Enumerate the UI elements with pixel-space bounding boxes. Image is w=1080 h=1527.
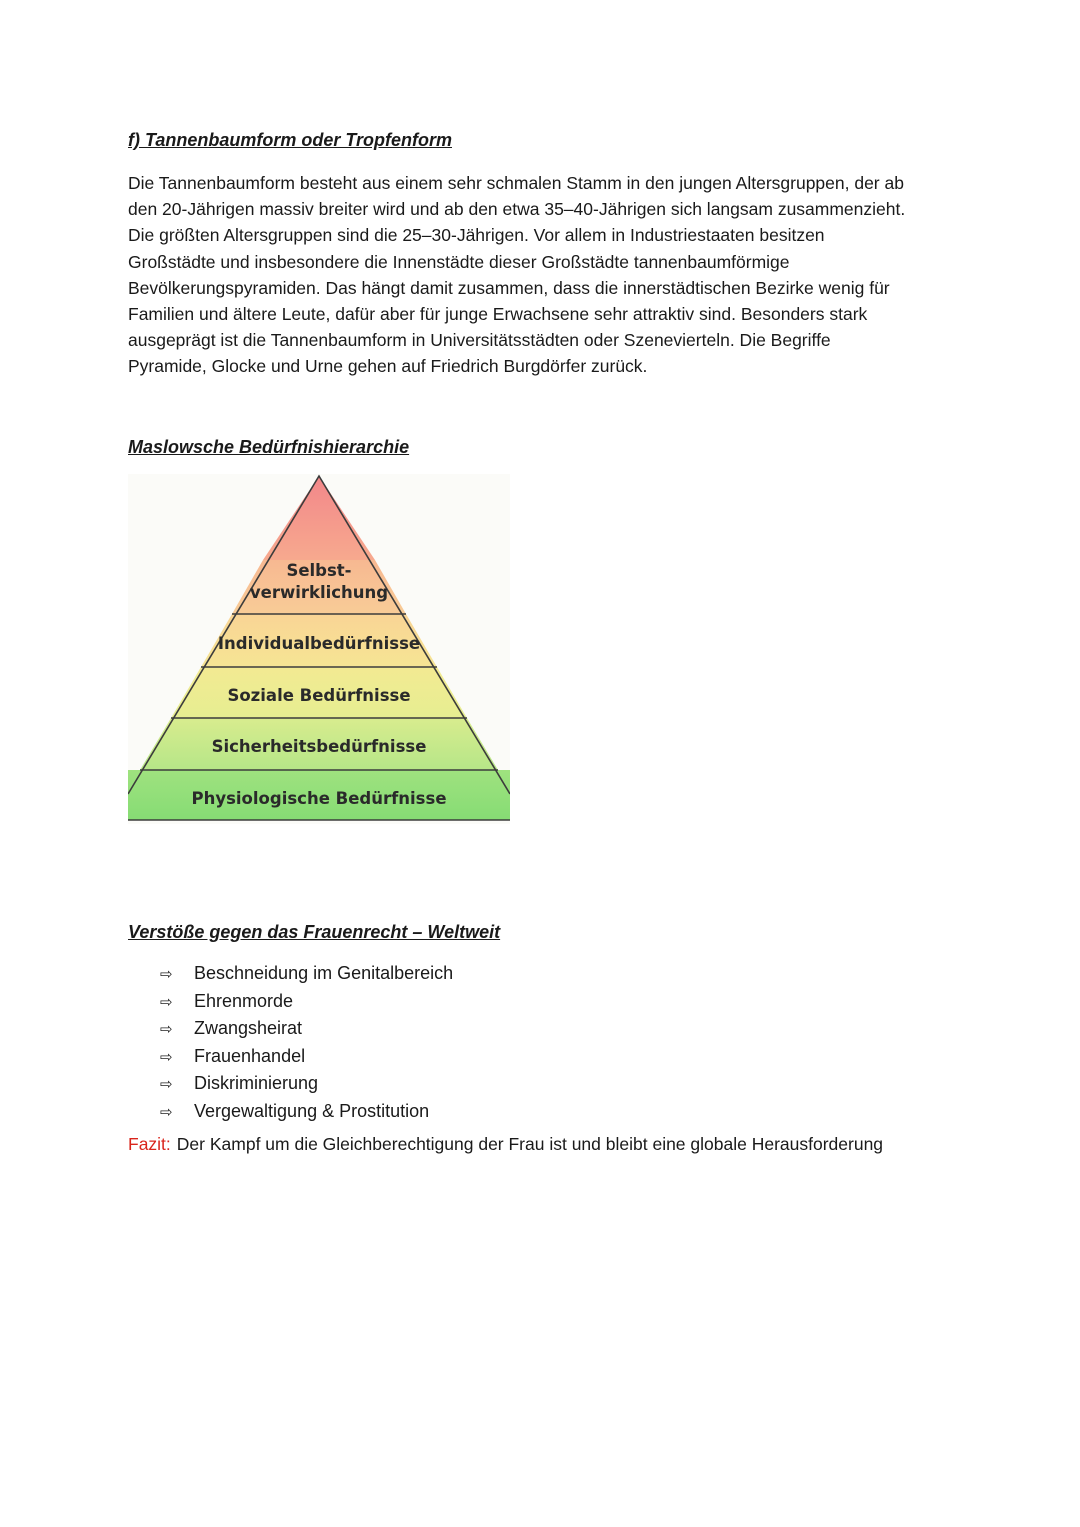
violations-list	[160, 960, 453, 1125]
paragraph-line: Familien und ältere Leute, dafür aber für junge Erwachsene sehr attraktiv sind. Besonders stark	[128, 304, 868, 325]
section-f-paragraph	[128, 170, 958, 380]
arrow-right-icon: ⇨	[160, 1020, 173, 1038]
list-item-label: Beschneidung im Genitalbereich	[194, 963, 454, 983]
list-item-label: Vergewaltigung & Prostitution	[194, 1100, 430, 1121]
paragraph-line: ausgeprägt ist die Tannenbaumform in Universitätsstädten oder Szenevierteln. Die Begriffe	[128, 330, 831, 351]
list-item	[160, 1070, 453, 1098]
conclusion	[128, 1134, 883, 1155]
list-item-label: Frauenhandel	[194, 1045, 306, 1066]
arrow-right-icon: ⇨	[160, 1047, 173, 1066]
section-f-title: f) Tannenbaumform oder Tropfenform	[128, 130, 452, 150]
list-item	[160, 988, 453, 1016]
arrow-right-icon: ⇨	[160, 992, 173, 1011]
list-item	[160, 960, 453, 988]
paragraph-line: den 20-Jährigen massiv breiter wird und ab den etwa 35–40-Jährigen sich langsam zusammenzieht.	[128, 199, 906, 220]
conclusion-text: Der Kampf um die Gleichberechtigung der Frau ist und bleibt eine globale Herausforderung	[176, 1134, 884, 1154]
pyramid-label-self-2: verwirklichung	[249, 583, 389, 602]
maslow-title: Maslowsche Bedürfnishierarchie	[128, 437, 410, 457]
arrow-right-icon: ⇨	[160, 1102, 173, 1121]
paragraph-line: Die größten Altersgruppen sind die 25–30-Jährigen. Vor allem in Industriestaaten besitzen	[128, 225, 825, 246]
list-item	[160, 1015, 453, 1043]
paragraph-line: Großstädte und insbesondere die Innenstädte dieser Großstädte tannenbaumförmige	[128, 251, 790, 272]
pyramid-label-self-1: Selbst-	[286, 561, 352, 580]
list-item	[160, 1098, 453, 1126]
maslow-pyramid	[128, 474, 510, 824]
paragraph-line: Pyramide, Glocke und Urne gehen auf Friedrich Burgdörfer zurück.	[128, 356, 648, 377]
list-item-label: Zwangsheirat	[194, 1018, 303, 1038]
list-item-label: Diskriminierung	[194, 1073, 319, 1093]
list-item	[160, 1043, 453, 1071]
arrow-right-icon: ⇨	[160, 965, 173, 983]
pyramid-label-social: Soziale Bedürfnisse	[227, 686, 411, 705]
violations-title: Verstöße gegen das Frauenrecht – Weltweit	[128, 922, 501, 942]
pyramid-label-physiological: Physiologische Bedürfnisse	[191, 789, 447, 808]
paragraph-line: Bevölkerungspyramiden. Das hängt damit zusammen, dass die innerstädtischen Bezirke wenig für	[128, 277, 890, 298]
list-item-label: Ehrenmorde	[194, 990, 294, 1011]
pyramid-label-esteem: Individualbedürfnisse	[217, 634, 421, 653]
conclusion-label: Fazit:	[128, 1134, 171, 1154]
pyramid-label-safety: Sicherheitsbedürfnisse	[211, 737, 427, 756]
arrow-right-icon: ⇨	[160, 1075, 173, 1093]
paragraph-line: Die Tannenbaumform besteht aus einem sehr schmalen Stamm in den jungen Altersgruppen, der ab	[128, 173, 904, 193]
